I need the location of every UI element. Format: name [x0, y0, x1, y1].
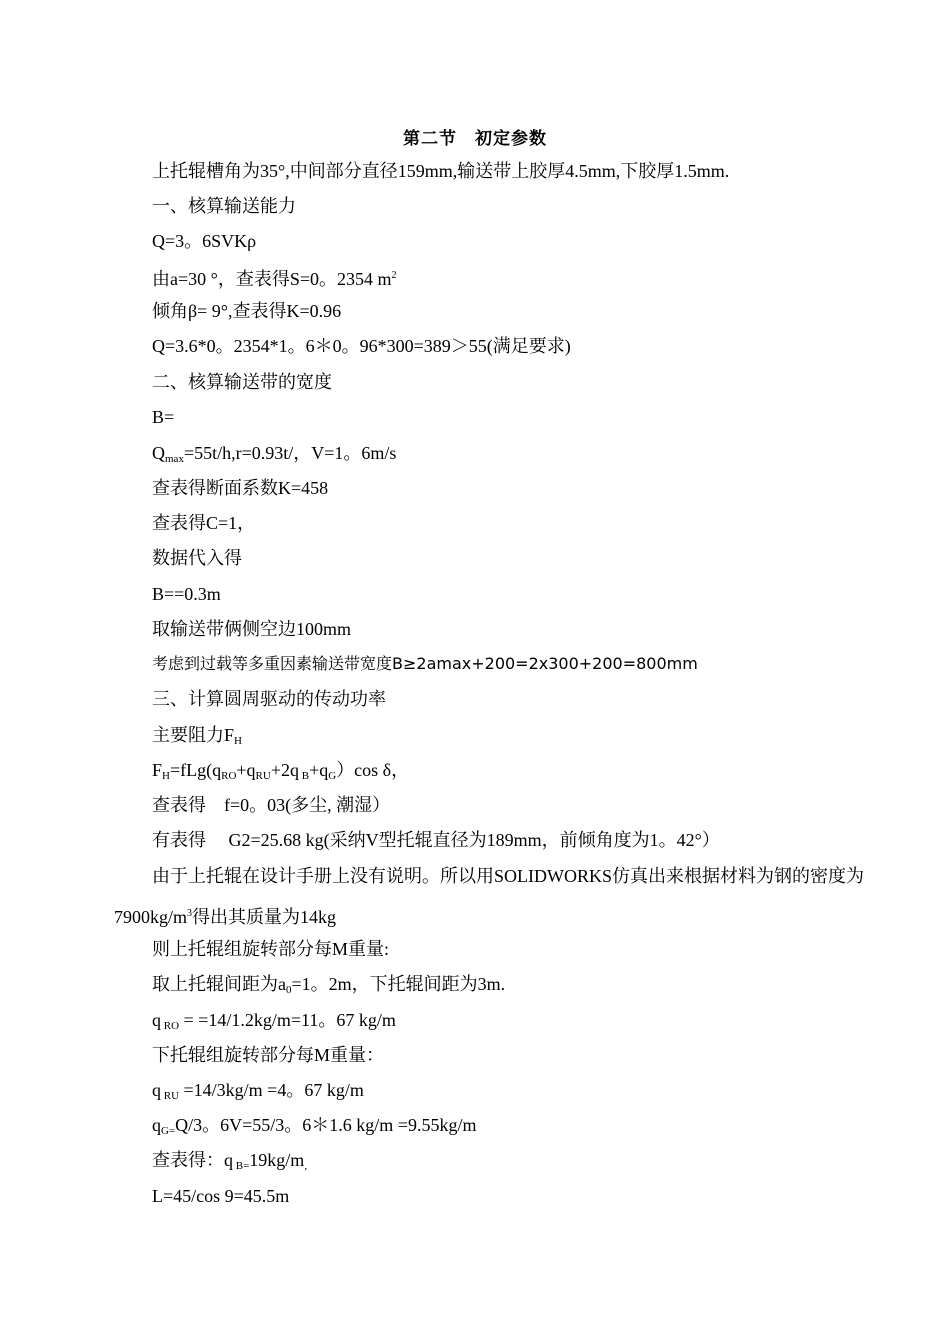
text-incline: 倾角β= 9°,查表得K=0.96	[152, 301, 342, 321]
text-qb-lookup	[152, 1148, 307, 1178]
text-lower-rotating-weight: 下托辊组旋转部分每M重量：	[152, 1045, 385, 1065]
text-part: 19kg/m	[249, 1150, 305, 1170]
subscript: RO	[221, 770, 237, 782]
formula-qru	[152, 1078, 364, 1108]
subscript: RO	[161, 1020, 180, 1032]
text-part: =1。2m，下托辊间距为3m.	[291, 974, 506, 994]
text-part: q	[152, 1010, 161, 1030]
heading-drive-power: 三、计算圆周驱动的传动功率	[152, 689, 386, 709]
subscript: RU	[255, 770, 271, 782]
heading-check-width: 二、核算输送带的宽度	[152, 372, 332, 392]
subscript: RU	[161, 1090, 180, 1102]
superscript: 2	[391, 270, 397, 281]
text-substitute: 数据代入得	[152, 548, 242, 568]
subscript: B	[298, 770, 310, 782]
text-part: 查表得：q	[152, 1150, 233, 1170]
text-main-resistance	[152, 723, 242, 753]
formula-part: +q	[236, 760, 256, 780]
subscript: 0	[286, 984, 292, 996]
text-section-coef: 查表得断面系数K=458	[152, 478, 329, 498]
text-part: q	[152, 1115, 161, 1135]
text-part: q	[152, 1080, 161, 1100]
formula-capacity-result: Q=3.6*0。2354*1。6＊0。96*300=389＞55(满足要求)	[152, 336, 571, 356]
text-part: =14/3kg/m =4。67 kg/m	[179, 1080, 364, 1100]
text-part: Q/3。6V=55/3。6＊1.6 kg/m =9.55kg/m	[175, 1115, 477, 1135]
formula-part: +q	[309, 760, 329, 780]
subscript: G	[328, 770, 337, 782]
paragraph-text: 由于上托辊在设计手册上没有说明。所以用SOLIDWORKS仿真出来根据材料为钢的密度为7900kg/m	[114, 866, 864, 927]
text-qmax-rest: =55t/h,r=0.93t/，V=1。6m/s	[183, 443, 397, 463]
text-q: Q	[152, 443, 165, 463]
text-g2-value: 有表得 G2=25.68 kg(采纳V型托辊直径为189mm，前倾角度为1。42°）	[152, 830, 720, 850]
formula-length: L=45/cos 9=45.5m	[152, 1186, 290, 1206]
section-title: 第二节 初定参数	[403, 129, 547, 149]
formula-qro	[152, 1008, 396, 1038]
subscript: H	[162, 770, 170, 782]
subscript: ,	[304, 1160, 308, 1172]
formula-qg	[152, 1113, 476, 1143]
formula-part: ）cos δ，	[336, 760, 410, 780]
text-upper-rotating-weight: 则上托辊组旋转部分每M重量:	[152, 939, 390, 959]
formula-capacity: Q=3。6SVKρ	[152, 231, 257, 251]
heading-check-capacity: 一、核算输送能力	[152, 196, 296, 216]
paragraph-text: 得出其质量为14kg	[192, 907, 337, 927]
text-c-value: 查表得C=1，	[152, 513, 256, 533]
subscript: B=	[233, 1160, 250, 1172]
text-area-main: 由a=30 °，查表得S=0。2354 m	[152, 269, 392, 289]
subscript: max	[165, 453, 184, 465]
formula-width: B=	[152, 407, 175, 427]
subscript: G=	[161, 1125, 176, 1137]
text-roller-spacing	[152, 972, 505, 1002]
text-area-lookup	[152, 264, 397, 291]
text-b-result: B==0.3m	[152, 584, 221, 604]
formula-fh	[152, 758, 409, 788]
formula-part: F	[152, 760, 163, 780]
text-part: = =14/1.2kg/m=11。67 kg/m	[179, 1010, 396, 1030]
text-edge-margin: 取输送带俩侧空边100mm	[152, 619, 352, 639]
text-f-value: 查表得 f=0。03(多尘, 潮湿）	[152, 795, 391, 815]
subscript: H	[234, 735, 242, 747]
formula-part: +2q	[270, 760, 299, 780]
text-fh: 主要阻力F	[152, 725, 235, 745]
paragraph-roller-specs: 上托辊槽角为35°,中间部分直径159mm,输送带上胶厚4.5mm,下胶厚1.5mm.	[152, 161, 730, 181]
text-qmax	[152, 441, 396, 471]
superscript: 3	[187, 908, 193, 919]
paragraph-solidworks	[114, 858, 874, 936]
text-part: 取上托辊间距为a	[152, 974, 286, 994]
text-belt-width: 考虑到过载等多重因素输送带宽度B≥2amax+200=2x300+200=800mm	[152, 654, 698, 673]
formula-part: =fLg(q	[169, 760, 222, 780]
